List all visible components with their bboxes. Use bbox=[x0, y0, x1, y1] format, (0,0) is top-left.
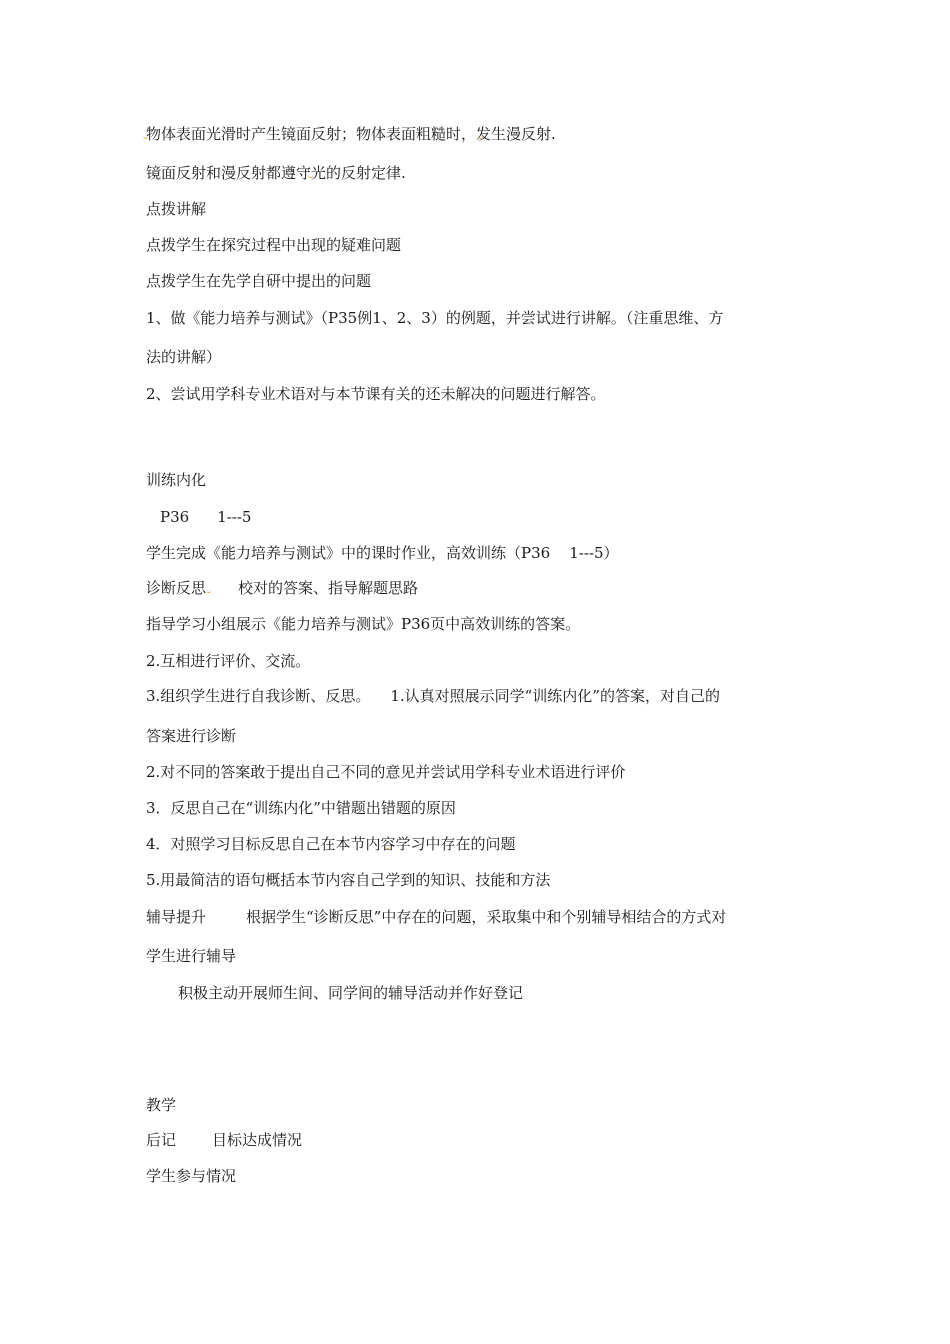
text-line: 3．反思自己在“训练内化”中错题出错题的原因 bbox=[146, 799, 456, 817]
section-heading-teaching: 教学 bbox=[146, 1096, 177, 1114]
section-heading-tutoring bbox=[146, 907, 726, 927]
heading-label: 后记 bbox=[146, 1131, 177, 1149]
text-line-reflection-law: 镜面反射和漫反射都遵守光的反射定律. bbox=[146, 164, 406, 182]
text-line: 学生完成《能力培养与测试》中的课时作业，高效训练（P36 1---5） bbox=[146, 544, 619, 562]
heading-text: 校对的答案、指导解题思路 bbox=[238, 579, 419, 597]
text-line: 法的讲解） bbox=[146, 348, 222, 366]
heading-text: 根据学生“诊断反思”中存在的问题，采取集中和个别辅导相结合的方式对 bbox=[246, 908, 727, 926]
text-line bbox=[146, 1130, 302, 1150]
text-line: 答案进行诊断 bbox=[146, 727, 237, 745]
text-line: 指导学习小组展示《能力培养与测试》P36页中高效训练的答案。 bbox=[146, 615, 581, 633]
text-part: 3.组织学生进行自我诊断、反思。 bbox=[146, 687, 371, 705]
text-line: 5.用最简洁的语句概括本节内容自己学到的知识、技能和方法 bbox=[146, 871, 551, 889]
text-line: 积极主动开展师生间、同学间的辅导活动并作好登记 bbox=[178, 984, 524, 1002]
section-heading-training: 训练内化 bbox=[146, 471, 207, 489]
text-line: 点拨学生在先学自研中提出的问题 bbox=[146, 272, 372, 290]
heading-label: 诊断反思 bbox=[146, 579, 207, 597]
text-line: 点拨学生在探究过程中出现的疑难问题 bbox=[146, 236, 402, 254]
text-line bbox=[160, 507, 251, 527]
text-line: 学生参与情况 bbox=[146, 1167, 237, 1185]
text-line: 2、尝试用学科专业术语对与本节课有关的还未解决的问题进行解答。 bbox=[146, 385, 606, 403]
text-line: 学生进行辅导 bbox=[146, 947, 237, 965]
text-line: 1、做《能力培养与测试》（P35例1、2、3）的例题，并尝试进行讲解。（注重思维、方 bbox=[146, 309, 724, 327]
section-heading-diagnosis bbox=[146, 578, 418, 598]
heading-text: 目标达成情况 bbox=[212, 1131, 303, 1149]
page-ref: P36 bbox=[160, 508, 190, 526]
exercise-range: 1---5 bbox=[217, 508, 252, 526]
text-line-specular-diffuse: 物体表面光滑时产生镜面反射；物体表面粗糙时，发生漫反射. bbox=[146, 125, 556, 143]
text-line bbox=[146, 686, 720, 706]
text-line: 2.互相进行评价、交流。 bbox=[146, 652, 311, 670]
heading-label: 辅导提升 bbox=[146, 908, 207, 926]
text-line: 2.对不同的答案敢于提出自己不同的意见并尝试用学科专业术语进行评价 bbox=[146, 763, 626, 781]
text-line: 4．对照学习目标反思自己在本节内容学习中存在的问题 bbox=[146, 835, 516, 853]
section-heading-guidance: 点拨讲解 bbox=[146, 200, 207, 218]
text-part: 1.认真对照展示同学“训练内化”的答案，对自己的 bbox=[390, 687, 720, 705]
